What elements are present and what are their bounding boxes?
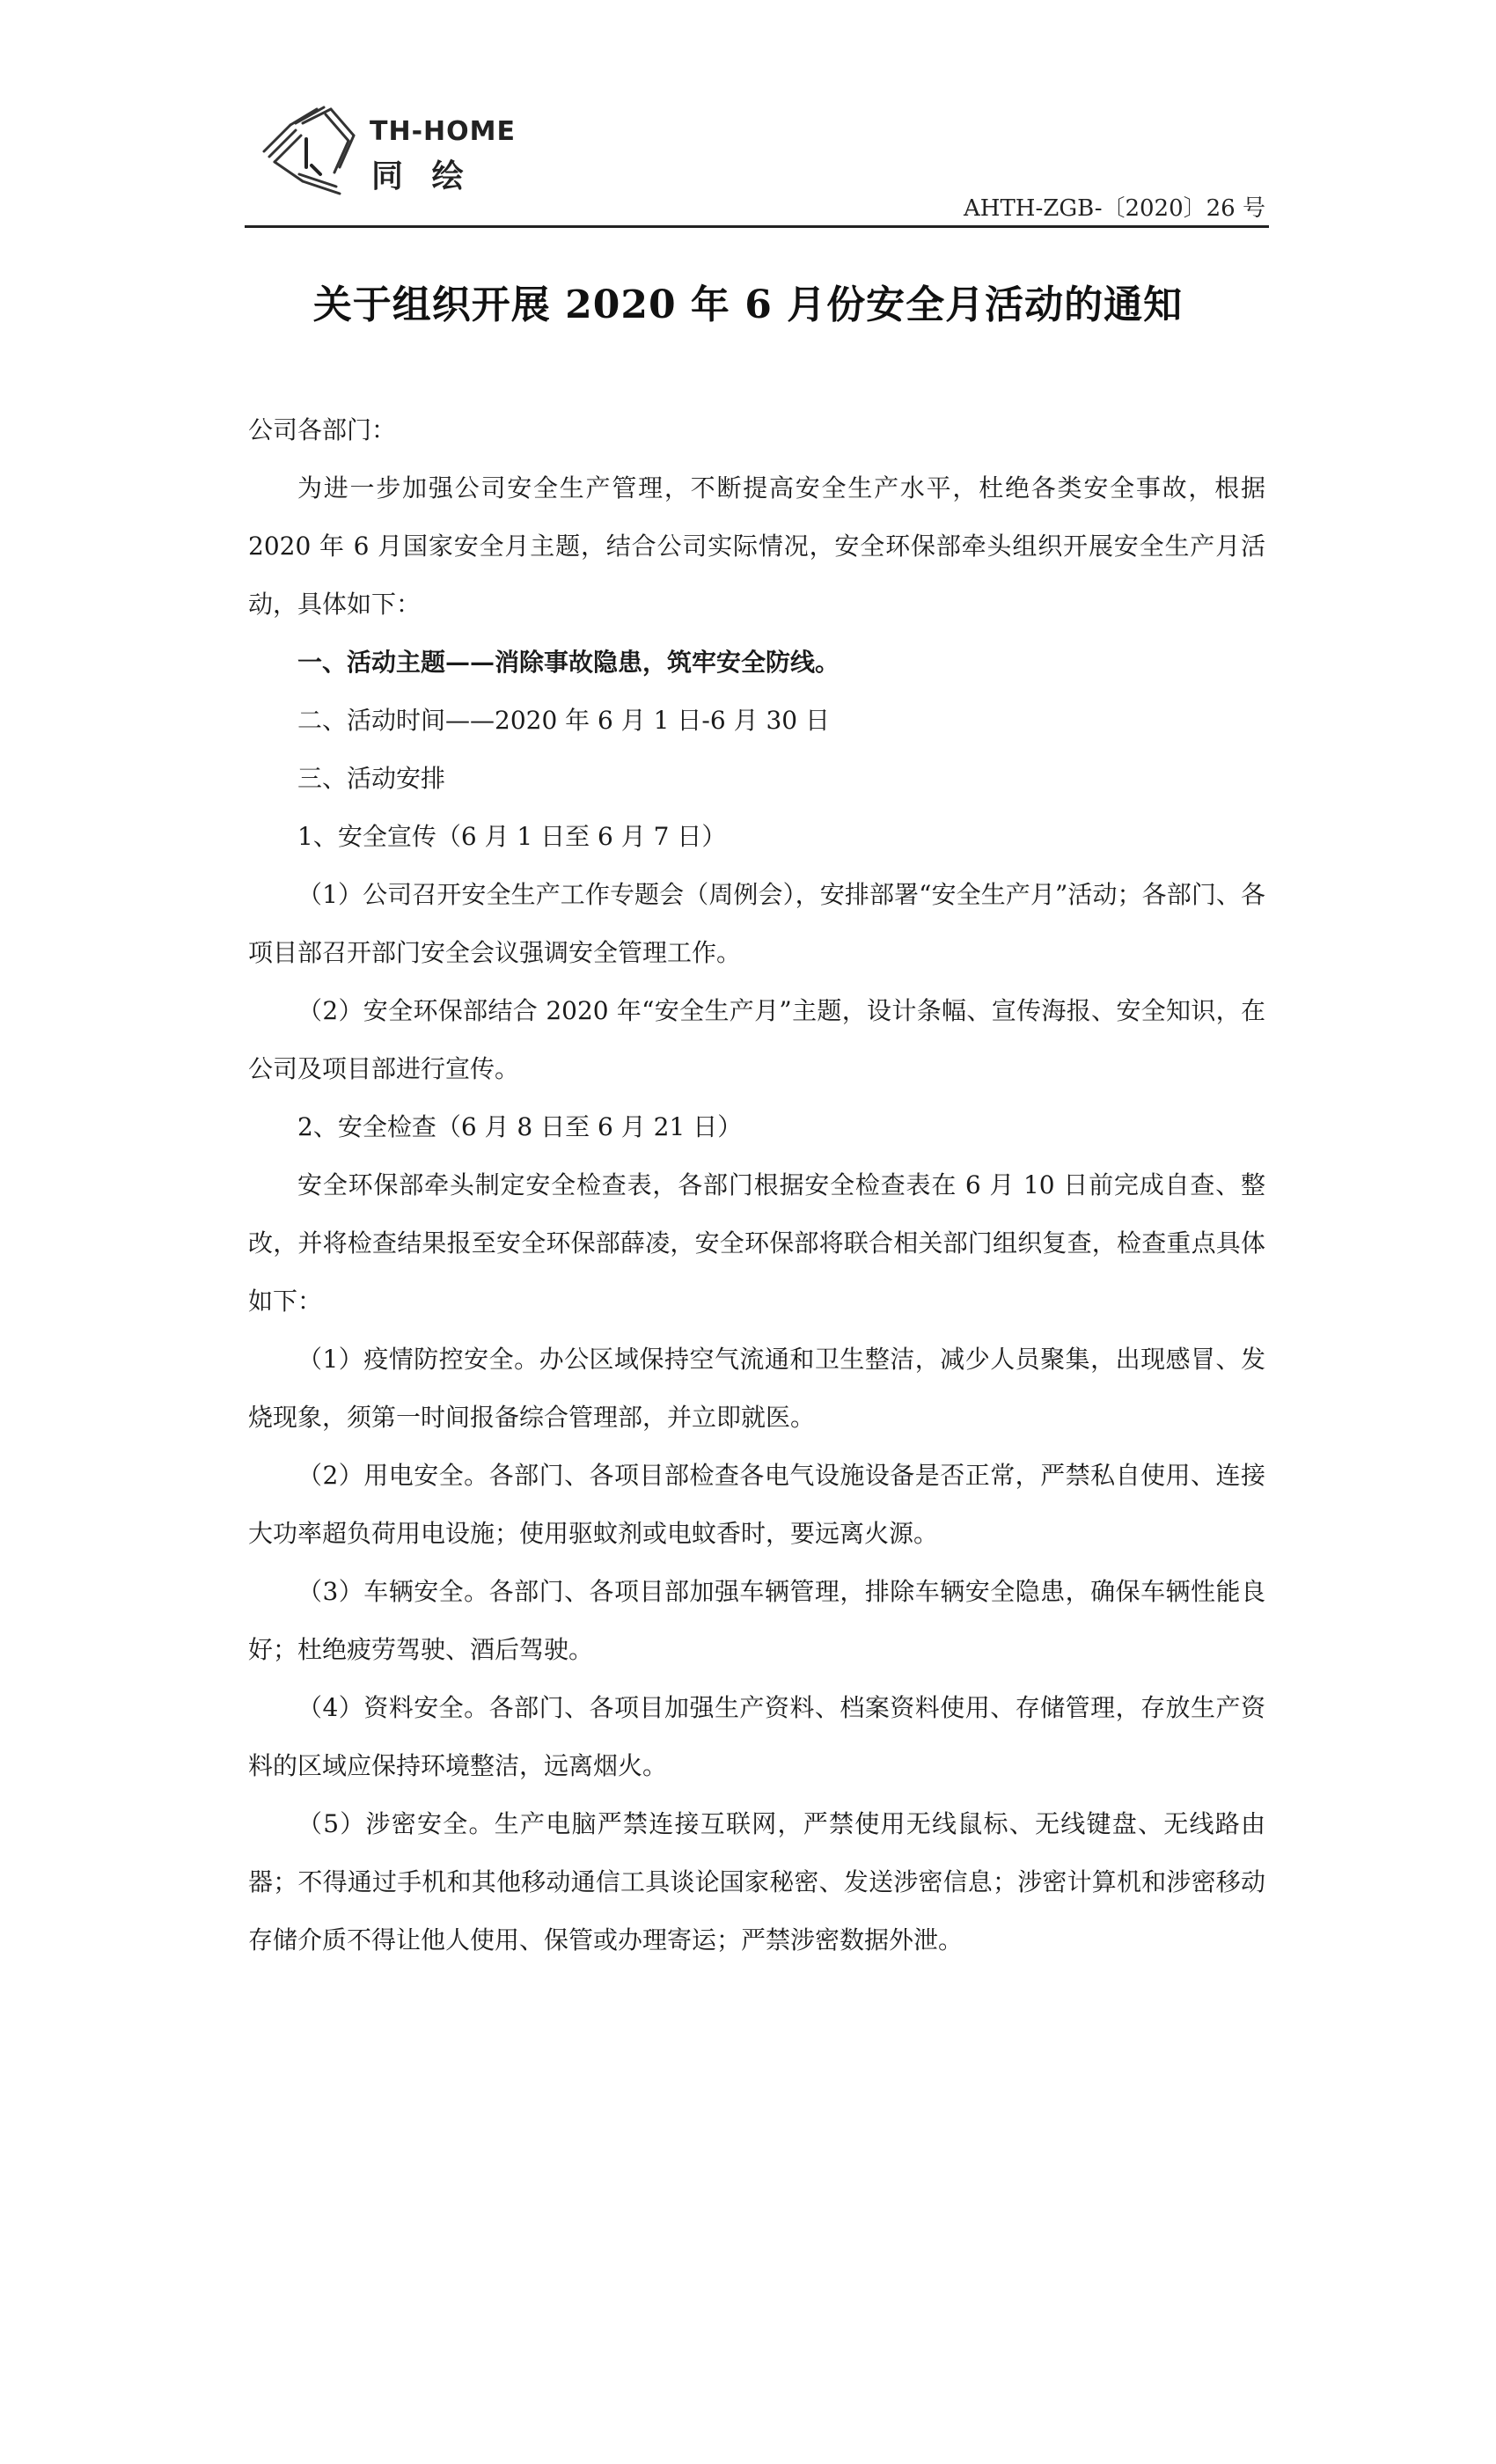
section-time: 二、活动时间——2020 年 6 月 1 日-6 月 30 日 (297, 706, 830, 735)
th-home-logo-icon (255, 97, 370, 202)
section-theme: 一、活动主题——消除事故隐患，筑牢安全防线。 (297, 648, 840, 677)
header-divider (245, 225, 1269, 228)
item-inspection-p2: （2）用电安全。各部门、各项目部检查各电气设施设备是否正常，严禁私自使用、连接大功率超负荷用电设施；使用驱蚊剂或电蚊香时，要远离火源。 (248, 1461, 1265, 1548)
item-inspection-p4: （4）资料安全。各部门、各项目加强生产资料、档案资料使用、存储管理，存放生产资料的区域应保持环境整洁，远离烟火。 (248, 1693, 1265, 1780)
brand-name-cn: 同 绘 (371, 158, 473, 194)
brand-name-en: TH-HOME (370, 116, 516, 147)
document-number: AHTH-ZGB-〔2020〕26 号 (964, 195, 1265, 222)
salutation: 公司各部门： (248, 415, 397, 444)
intro-paragraph: 为进一步加强公司安全生产管理，不断提高安全生产水平，杜绝各类安全事故，根据 2020 年 6 月国家安全月主题，结合公司实际情况，安全环保部牵头组织开展安全生产月活动，具体如下： (248, 473, 1265, 619)
item-inspection-heading: 2、安全检查（6 月 8 日至 6 月 21 日） (297, 1112, 743, 1141)
item-publicity-p1: （1）公司召开安全生产工作专题会（周例会），安排部署“安全生产月”活动；各部门、各项目部召开部门安全会议强调安全管理工作。 (248, 880, 1265, 967)
section-arrangement: 三、活动安排 (297, 764, 446, 793)
item-inspection-p5: （5）涉密安全。生产电脑严禁连接互联网，严禁使用无线鼠标、无线键盘、无线路由器；不得通过手机和其他移动通信工具谈论国家秘密、发送涉密信息；涉密计算机和涉密移动存储介质不得让他人使用、保管或办理寄运；严禁涉密数据外泄。 (248, 1809, 1265, 1954)
document-body (248, 401, 1265, 1969)
letterhead (255, 97, 516, 202)
item-publicity-p2: （2）安全环保部结合 2020 年“安全生产月”主题，设计条幅、宣传海报、安全知识，在公司及项目部进行宣传。 (248, 996, 1265, 1083)
item-publicity-heading: 1、安全宣传（6 月 1 日至 6 月 7 日） (297, 822, 727, 851)
document-title: 关于组织开展 2020 年 6 月份安全月活动的通知 (312, 282, 1184, 327)
item-inspection-intro: 安全环保部牵头制定安全检查表，各部门根据安全检查表在 6 月 10 日前完成自查、整改，并将检查结果报至安全环保部薛凌，安全环保部将联合相关部门组织复查，检查重点具体如下： (248, 1170, 1265, 1316)
item-inspection-p3: （3）车辆安全。各部门、各项目部加强车辆管理，排除车辆安全隐患，确保车辆性能良好；杜绝疲劳驾驶、酒后驾驶。 (248, 1577, 1265, 1664)
item-inspection-p1: （1）疫情防控安全。办公区域保持空气流通和卫生整洁，减少人员聚集，出现感冒、发烧现象，须第一时间报备综合管理部，并立即就医。 (248, 1345, 1265, 1432)
